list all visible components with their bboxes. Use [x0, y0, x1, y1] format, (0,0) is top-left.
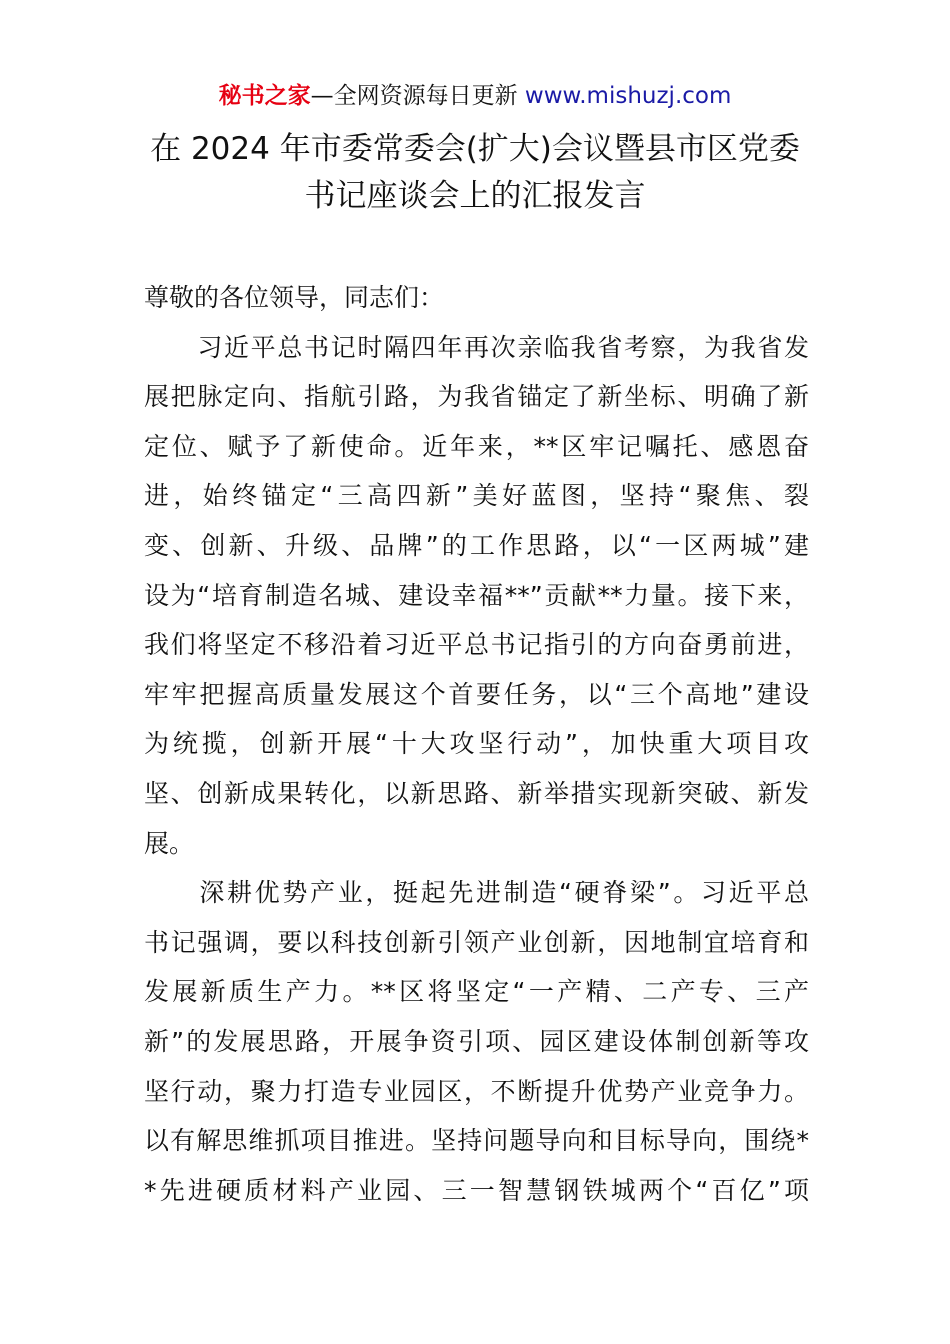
body-line: 变、创新、升级、品牌”的工作思路，以“一区两城”建 [144, 530, 809, 560]
brand-name: 秘书之家 [218, 83, 311, 109]
header-slogan: —全网资源每日更新 [310, 83, 525, 109]
body-line: 坚行动，聚力打造专业园区，不断提升优势产业竞争力。 [144, 1076, 809, 1106]
body-line: 我们将坚定不移沿着习近平总书记指引的方向奋勇前进， [144, 630, 809, 660]
body-line: 坚、创新成果转化，以新思路、新举措实现新突破、新发 [144, 778, 809, 808]
body-line: 为统揽，创新开展“十大攻坚行动”，加快重大项目攻 [144, 729, 809, 759]
site-url-link[interactable]: www.mishuzj.com [524, 83, 732, 109]
document-title [100, 126, 850, 220]
body-line: 牢牢把握高质量发展这个首要任务，以“三个高地”建设 [144, 679, 809, 709]
body-line: 展把脉定向、指航引路，为我省锚定了新坐标、明确了新 [144, 382, 809, 412]
body-line: 深耕优势产业，挺起先进制造“硬脊梁”。习近平总 [144, 878, 809, 908]
body-line: *先进硬质材料产业园、三一智慧钢铁城两个“百亿”项 [144, 1175, 809, 1205]
body-line: 以有解思维抓项目推进。坚持问题导向和目标导向，围绕* [144, 1126, 809, 1156]
site-header [0, 80, 950, 112]
body-line: 展。 [144, 828, 195, 858]
body-line: 书记强调，要以科技创新引领产业创新，因地制宜培育和 [144, 927, 809, 957]
body-line: 进，始终锚定“三高四新”美好蓝图，坚持“聚焦、裂 [144, 481, 809, 511]
body-line: 定位、赋予了新使命。近年来，**区牢记嘱托、感恩奋 [144, 431, 809, 461]
body-line: 习近平总书记时隔四年再次亲临我省考察，为我省发 [144, 332, 809, 362]
document-body [144, 273, 809, 1215]
title-line-2: 书记座谈会上的汇报发言 [304, 178, 646, 214]
body-line: 发展新质生产力。**区将坚定“一产精、二产专、三产 [144, 977, 809, 1007]
salutation: 尊敬的各位领导，同志们： [144, 283, 445, 312]
body-line: 设为“培育制造名城、建设幸福**”贡献**力量。接下来， [144, 580, 809, 610]
title-line-1: 在 2024 年市委常委会(扩大)会议暨县市区党委 [150, 131, 800, 167]
body-line: 新”的发展思路，开展争资引项、园区建设体制创新等攻 [144, 1026, 809, 1056]
